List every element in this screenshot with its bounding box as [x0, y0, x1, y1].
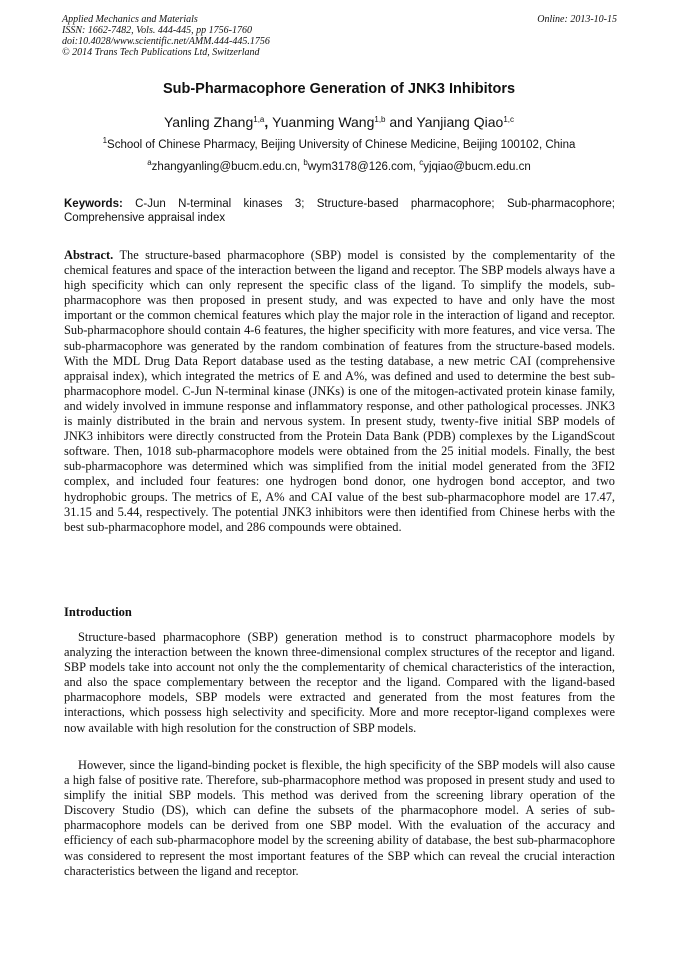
doi-line: doi:10.4028/www.scientific.net/AMM.444-445.1756 — [62, 36, 270, 47]
affiliation — [0, 136, 678, 151]
author-superscript: 1,c — [503, 115, 514, 124]
author-emails — [0, 158, 678, 173]
email-link[interactable]: zhangyanling@bucm.edu.cn, — [151, 161, 304, 173]
author-superscript: 1,b — [374, 115, 386, 124]
body-paragraph: However, since the ligand-binding pocket is flexible, the high specificity of the SBP models will also cause a high false of positive rate. Therefore, sub-pharmacophore method was proposed in present study and used to simplify the initial SBP models. This method was derived from the screening library operation of the Discovery Studio (DS), which can define the subsets of the pharmacophore model. A series of sub-pharmacophore models can be derived from one SBP model. With the evaluation of the accuracy and efficiency of each sub-pharmacophore model by the screening ability of database, the best sub-pharmacophore was considered to represent the most important features of the SBP which can reveal the crucial interaction characteristics between the ligand and receptor. — [64, 758, 615, 878]
keywords-text: C-Jun N-terminal kinases 3; Structure-based pharmacophore; Sub-pharmacophore; Comprehensive appraisal index — [64, 198, 615, 224]
abstract — [64, 248, 615, 535]
author-name: Yanjiang Qiao — [416, 114, 504, 130]
copyright-line: © 2014 Trans Tech Publications Ltd, Switzerland — [62, 47, 260, 58]
journal-name: Applied Mechanics and Materials — [62, 14, 198, 25]
online-date: Online: 2013-10-15 — [537, 14, 617, 25]
keywords-label: Keywords: — [64, 198, 123, 210]
keywords — [64, 197, 615, 225]
author-superscript: 1,a — [253, 115, 265, 124]
author-name: Yanling Zhang — [164, 114, 254, 130]
affiliation-text: School of Chinese Pharmacy, Beijing University of Chinese Medicine, Beijing 100102, China — [107, 139, 576, 151]
author-list — [0, 114, 678, 130]
abstract-text: The structure-based pharmacophore (SBP) model is consisted by the complementarity of the chemical features and space of the interaction between the ligand and receptor. The SBP models always have a high specificity which can only represent the specific class of the ligand. To simplify the models, sub-pharmacophore was then proposed in present study, and was expected to have and only have the most important or the common chemical features which play the major role in the interaction of ligand and receptor. Sub-pharmacophore should contain 4-6 features, the higher specificity with more features, and vice versa. The sub-pharmacophore was generated by the random combination of features from the structure-based models. With the MDL Drug Data Report database used as the testing database, a new metric CAI (comprehensive appraisal index), which integrated the metrics of E and A%, was defined and used to determine the best sub-pharmacophore model. C-Jun N-terminal kinase (JNKs) is one of the mitogen-activated protein kinase family, and widely involved in immune response and inflammatory response, and other pathological processes. JNK3 is mainly distributed in the brain and nervous system. In present study, twenty-five initial SBP models of JNK3 inhibitors were directly constructed from the Protein Data Bank (PDB) complexes by the LigandScout software. Then, 1018 sub-pharmacophore models were obtained from the 25 initial models. Finally, the best sub-pharmacophore was determined which was simplified from the initial model generated from the 3FI2 complex, and included four features: one hydrogen bond donor, one hydrogen bond acceptor, and two hydrophobic groups. The metrics of E, A% and CAI value of the best sub-pharmacophore model are 17.47, 31.15 and 5.44, respectively. The potential JNK3 inhibitors were then identified from Chinese herbs with the best sub-pharmacophore model, and 286 compounds were obtained. — [64, 248, 615, 534]
author-name: Yuanming Wang — [272, 114, 375, 130]
section-heading-introduction: Introduction — [64, 605, 132, 619]
abstract-label: Abstract. — [64, 248, 114, 262]
body-paragraph: Structure-based pharmacophore (SBP) generation method is to construct pharmacophore models by analyzing the interaction between the known three-dimensional complex structures of the receptor and ligand. SBP models take into account not only the the complementarity of chemical characteristics of the interaction, and also the space complementary between the receptor and the ligand. Compared with the ligand-based pharmacophore models, SBP models were extracted and generated from the most features from the interactions, which possess high selectivity and specificity. More and more receptor-ligand complexes were now available with high resolution for the construction of SBP models. — [64, 630, 615, 735]
email-superscript: a — [147, 158, 152, 167]
issn-line: ISSN: 1662-7482, Vols. 444-445, pp 1756-1760 — [62, 25, 252, 36]
email-superscript: c — [419, 158, 424, 167]
author-separator: and — [385, 114, 417, 130]
email-link[interactable]: wym3178@126.com, — [307, 161, 420, 173]
journal-header — [62, 14, 617, 58]
email-link[interactable]: yjqiao@bucm.edu.cn — [423, 161, 531, 173]
email-superscript: b — [303, 158, 308, 167]
affiliation-superscript: 1 — [102, 136, 108, 145]
author-separator: , — [264, 114, 273, 130]
paper-title: Sub-Pharmacophore Generation of JNK3 Inhibitors — [162, 81, 516, 97]
